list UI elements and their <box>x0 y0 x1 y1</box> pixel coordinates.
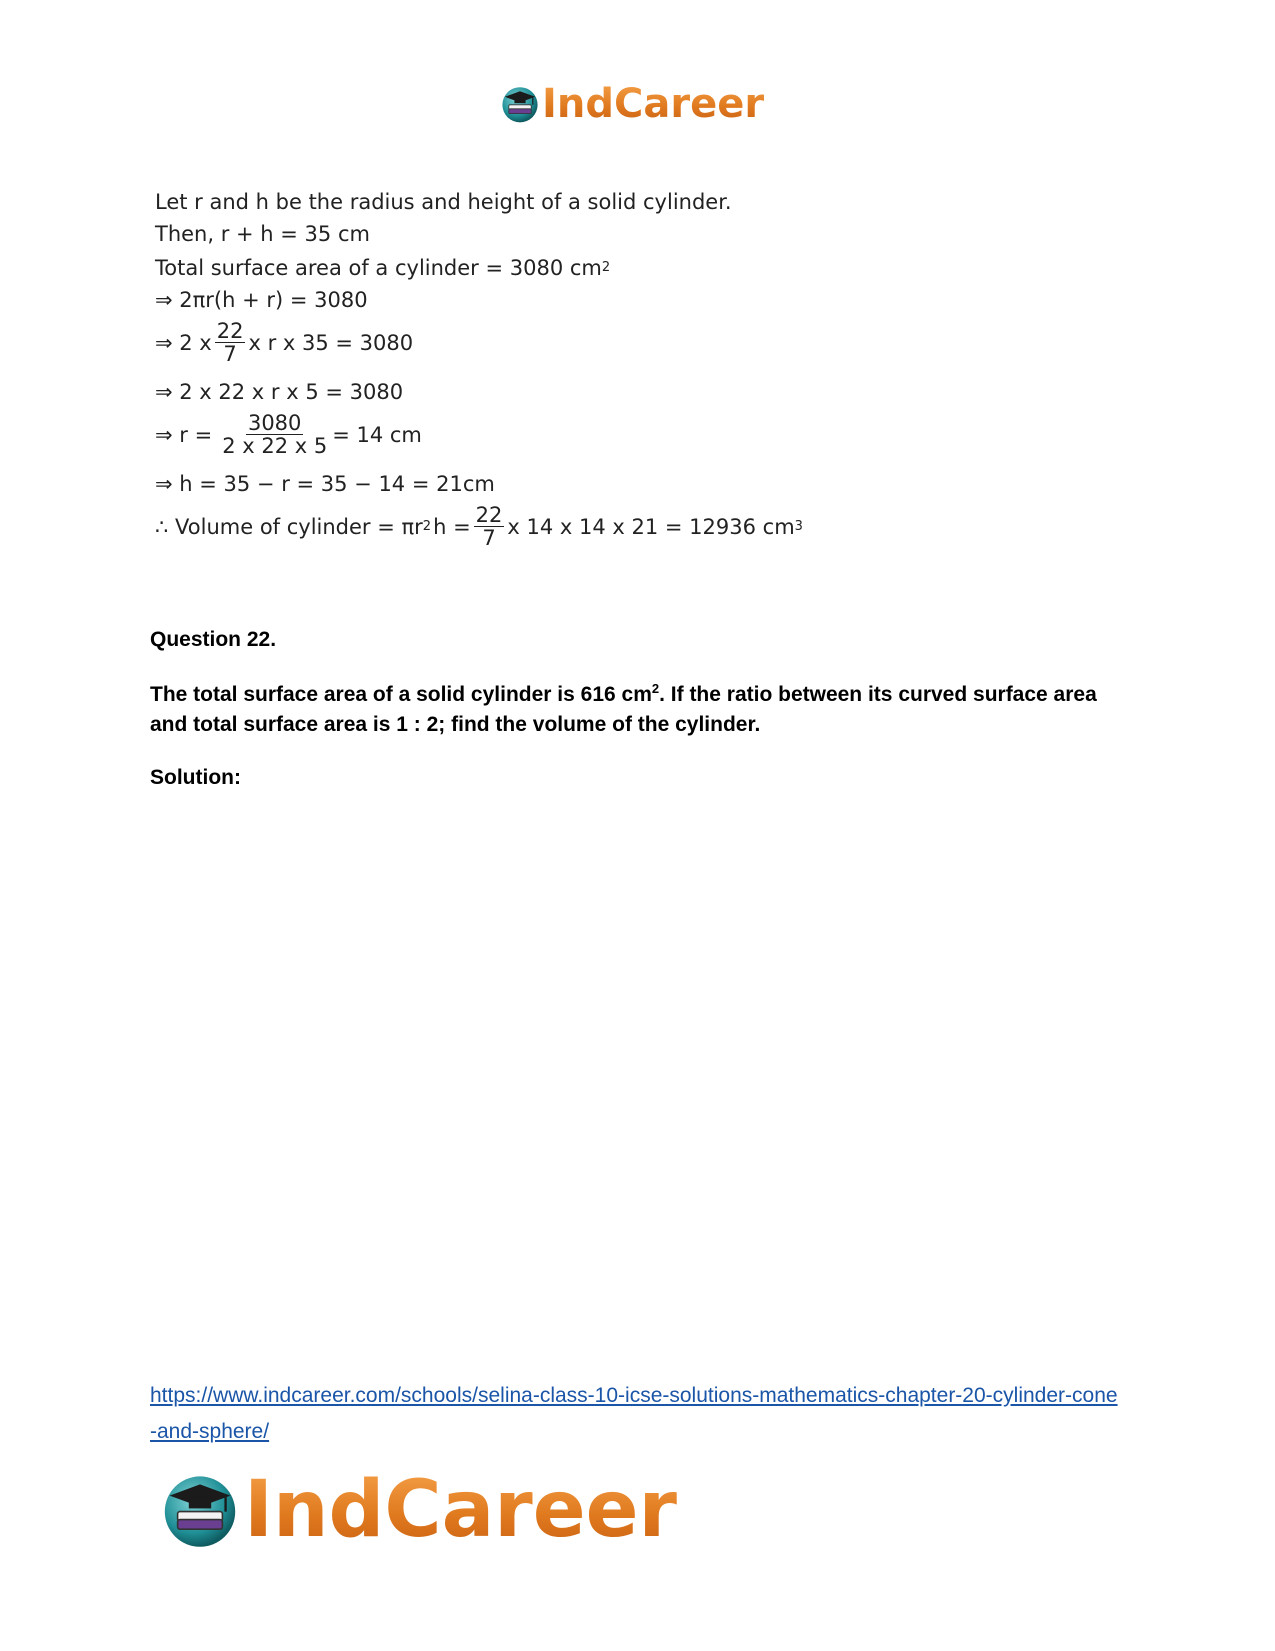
numerator: 22 <box>216 319 244 343</box>
question-text <box>150 680 1110 740</box>
step-line <box>155 288 368 312</box>
step-line: ∴ Volume of cylinder = πr 2 h = $\frac{22}{7}$ x 14 x 14 x 21 = 12936 cm 3 <box>155 503 803 550</box>
step-line <box>155 190 732 214</box>
denominator: 7 <box>482 526 496 550</box>
step-line <box>155 380 403 404</box>
source-link[interactable]: https://www.indcareer.com/schools/selina-class-10-icse-solutions-mathematics-chapter-20-cylinder-cone-and-sphere/ <box>150 1384 1118 1443</box>
step-text: = 14 cm <box>332 422 422 447</box>
step-text: ⇒ 2 x 22 x r x 5 = 3080 <box>155 380 404 404</box>
step-line <box>155 320 413 365</box>
step-text: Then, r + h = 35 cm <box>155 222 370 246</box>
step-text: x 14 x 14 x 21 = 12936 cm <box>507 514 795 539</box>
step-line: Total surface area of a cylinder = 3080 cm 2 <box>155 256 611 280</box>
superscript: 2 <box>651 681 660 696</box>
step-text: ∴ Volume of cylinder = πr <box>155 514 423 539</box>
step-line <box>155 222 370 246</box>
fraction <box>220 412 329 457</box>
denominator: 2 x 22 x 5 <box>222 434 328 458</box>
graduation-cap-book-globe-icon <box>160 1470 240 1550</box>
question-title: Question 22. <box>150 628 277 651</box>
step-text: Total surface area of a cylinder = 3080 cm <box>155 256 602 280</box>
step-text: ⇒ h = 35 − r = 35 − 14 = 21cm <box>155 472 495 496</box>
step-text: x r x 35 = 3080 <box>248 330 414 355</box>
logo-wordmark: IndCareer <box>542 81 765 127</box>
step-line <box>155 472 495 496</box>
header-logo <box>500 76 764 132</box>
footer-logo <box>160 1462 677 1558</box>
graduation-cap-book-globe-icon <box>500 84 540 124</box>
numerator: 3080 <box>247 411 302 435</box>
fraction <box>215 320 246 365</box>
question-text-part: The total surface area of a solid cylinder is 616 cm <box>150 683 652 706</box>
step-text: h = <box>433 514 471 539</box>
question-text-part: . If the ratio between its curved surface area and total surface area is 1 : 2; find the volume of the cylinder. <box>150 683 1097 736</box>
solution-label: Solution: <box>150 766 241 789</box>
fraction <box>474 504 505 549</box>
step-line <box>155 412 422 457</box>
step-text: Let r and h be the radius and height of a solid cylinder. <box>155 190 732 214</box>
step-text: ⇒ 2πr(h + r) = 3080 <box>155 288 368 312</box>
numerator: 22 <box>475 503 503 527</box>
step-text: ⇒ r = <box>155 422 213 447</box>
denominator: 7 <box>223 342 237 366</box>
step-text: ⇒ 2 x <box>155 330 212 355</box>
logo-wordmark: IndCareer <box>244 1465 677 1555</box>
